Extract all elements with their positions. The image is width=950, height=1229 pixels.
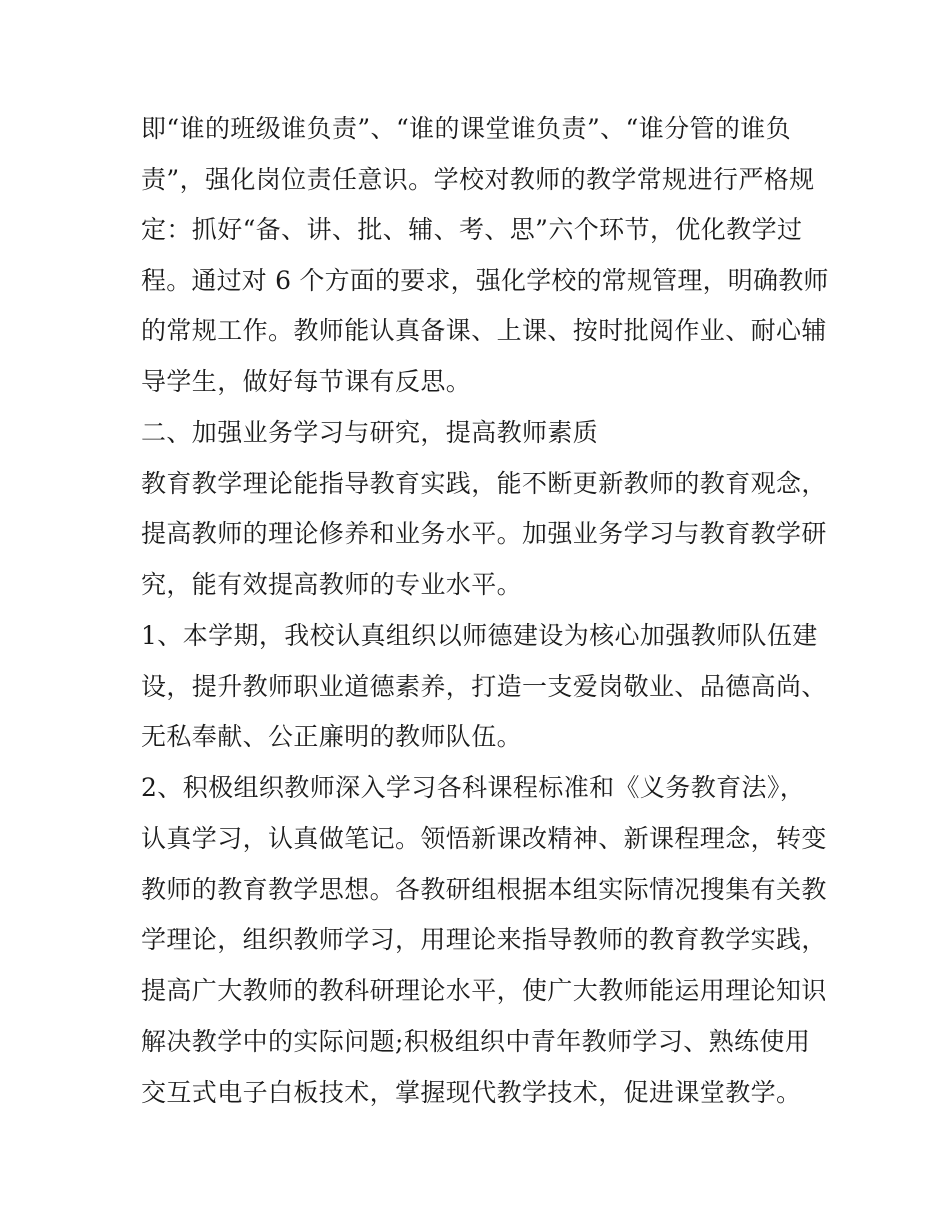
text-line: 提高广大教师的教科研理论水平，使广大教师能运用理论知识 — [141, 976, 827, 1005]
text-line: 学理论，组织教师学习，用理论来指导教师的教育教学实践， — [141, 925, 827, 954]
text-line: 交互式电子白板技术，掌握现代教学技术，促进课堂教学。 — [141, 1078, 802, 1107]
text-line: 提高教师的理论修养和业务水平。加强业务学习与教育教学研 — [141, 519, 827, 548]
text-line: 究，能有效提高教师的专业水平。 — [141, 570, 523, 599]
text-line: 教育教学理论能指导教育实践，能不断更新教师的教育观念， — [141, 469, 827, 498]
text-line: 1、本学期，我校认真组织以师德建设为核心加强教师队伍建 — [141, 621, 818, 650]
text-line: 教师的教育教学思想。各教研组根据本组实际情况搜集有关教 — [141, 875, 827, 904]
section-heading: 二、加强业务学习与研究，提高教师素质 — [141, 418, 599, 447]
text-line: 导学生，做好每节课有反思。 — [141, 367, 472, 396]
text-line: 设，提升教师职业道德素养，打造一支爱岗敬业、品德高尚、 — [141, 672, 827, 701]
text-line: 的常规工作。教师能认真备课、上课、按时批阅作业、耐心辅 — [141, 316, 827, 345]
text-line: 定：抓好“备、讲、批、辅、考、思”六个环节，优化教学过 — [141, 215, 803, 244]
text-line: 无私奉献、公正廉明的教师队伍。 — [141, 722, 523, 751]
text-line: 即“谁的班级谁负责”、“谁的课堂谁负责”、“谁分管的谁负 — [141, 114, 792, 143]
text-line: 解决教学中的实际问题;积极组织中青年教师学习、熟练使用 — [141, 1027, 811, 1056]
text-line: 认真学习，认真做笔记。领悟新课改精神、新课程理念，转变 — [141, 824, 827, 853]
text-line: 程。通过对 6 个方面的要求，强化学校的常规管理，明确教师 — [141, 266, 829, 295]
text-line: 责”，强化岗位责任意识。学校对教师的教学常规进行严格规 — [141, 165, 815, 194]
text-line: 2、积极组织教师深入学习各科课程标准和《义务教育法》， — [141, 773, 806, 802]
